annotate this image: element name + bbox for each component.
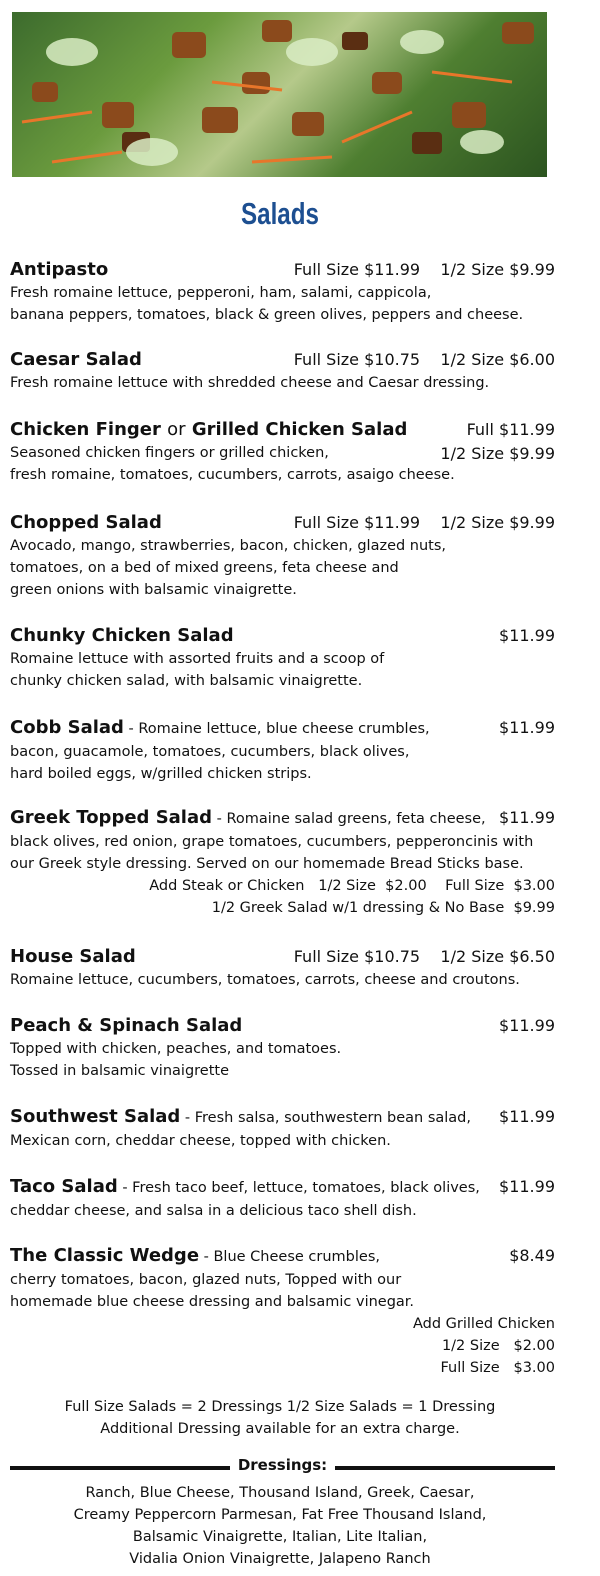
item-name-b: Grilled Chicken Salad: [191, 419, 408, 440]
item-desc-1: Romaine lettuce, cucumbers, tomatoes, carrots, cheese and croutons.: [10, 972, 520, 988]
note-2: Additional Dressing available for an extra charge.: [100, 1421, 460, 1437]
item-prices: $11.99: [499, 1016, 555, 1035]
item-extra-2: 1/2 Size $2.00: [441, 1338, 555, 1354]
item-desc-1: Mexican corn, cheddar cheese, topped with chicken.: [10, 1133, 391, 1149]
item-prices: Full Size $10.75 1/2 Size $6.50: [293, 947, 555, 966]
item-name: House Salad: [10, 946, 136, 967]
dressings-line-4: Vidalia Onion Vinaigrette, Jalapeno Ranch: [129, 1551, 431, 1567]
note-1: Full Size Salads = 2 Dressings 1/2 Size Salads = 1 Dressing: [64, 1399, 496, 1415]
item-name-a: Chicken Finger: [10, 419, 161, 440]
menu-item-peach-spinach: [10, 1014, 555, 1082]
dressings-header: [10, 1456, 555, 1480]
menu-item-southwest: [10, 1105, 555, 1152]
item-extra-1: Add Grilled Chicken: [412, 1316, 555, 1332]
item-desc-3: green onions with balsamic vinaigrette.: [10, 582, 297, 598]
dressings-line-2: Creamy Peppercorn Parmesan, Fat Free Thousand Island,: [73, 1507, 487, 1523]
item-name: Peach & Spinach Salad: [10, 1015, 243, 1036]
item-prices: Full Size $11.99 1/2 Size $9.99: [293, 513, 555, 532]
dressings-heading: Dressings:: [230, 1456, 335, 1474]
item-name: Caesar Salad: [10, 349, 142, 370]
item-desc-2: hard boiled eggs, w/grilled chicken strips.: [10, 766, 312, 782]
item-prices: $11.99: [499, 808, 555, 827]
menu-item-taco: [10, 1175, 555, 1222]
item-inline-desc: - Fresh taco beef, lettuce, tomatoes, black olives,: [117, 1180, 480, 1196]
item-desc-1: Fresh romaine lettuce, pepperoni, ham, salami, cappicola,: [10, 285, 432, 301]
item-extra-1: Add Steak or Chicken 1/2 Size $2.00 Full Size $3.00: [149, 878, 555, 894]
menu-item-cobb: [10, 716, 555, 785]
item-desc-2: our Greek style dressing. Served on our homemade Bread Sticks base.: [10, 856, 524, 872]
item-extra-3: Full Size $3.00: [440, 1360, 555, 1376]
menu-item-antipasto: [10, 258, 555, 326]
item-desc-2: tomatoes, on a bed of mixed greens, feta cheese and: [10, 560, 399, 576]
dressings-line-1: Ranch, Blue Cheese, Thousand Island, Greek, Caesar,: [85, 1485, 475, 1501]
salad-photo-graphic: [12, 12, 547, 177]
item-prices: $8.49: [509, 1246, 555, 1265]
item-name: Chopped Salad: [10, 512, 162, 533]
item-name: The Classic Wedge: [10, 1245, 200, 1266]
item-desc-1: black olives, red onion, grape tomatoes, cucumbers, pepperoncinis with: [10, 834, 534, 850]
item-inline-desc: - Romaine lettuce, blue cheese crumbles,: [123, 721, 430, 737]
menu-item-classic-wedge: [10, 1244, 555, 1379]
item-prices: $11.99: [499, 1177, 555, 1196]
item-name: Greek Topped Salad: [10, 807, 212, 828]
item-desc-2: fresh romaine, tomatoes, cucumbers, carrots, asaigo cheese.: [10, 467, 455, 483]
item-desc-1: bacon, guacamole, tomatoes, cucumbers, black olives,: [10, 744, 410, 760]
menu-item-chicken-finger: [10, 418, 555, 486]
item-name: Taco Salad: [10, 1176, 118, 1197]
menu-item-house: [10, 945, 555, 991]
item-price-full: Full $11.99: [466, 420, 555, 439]
item-extra-2: 1/2 Greek Salad w/1 dressing & No Base $9.99: [211, 900, 555, 916]
dressing-notes: [0, 1396, 560, 1440]
item-inline-desc: - Romaine salad greens, feta cheese,: [212, 811, 486, 827]
item-price-half: 1/2 Size $9.99: [440, 444, 555, 463]
item-desc-1: cheddar cheese, and salsa in a delicious taco shell dish.: [10, 1203, 417, 1219]
menu-item-greek: [10, 806, 555, 919]
item-prices: $11.99: [499, 1107, 555, 1126]
page-title: Salads: [241, 196, 319, 231]
item-desc-1: Fresh romaine lettuce with shredded cheese and Caesar dressing.: [10, 375, 490, 391]
item-name: Southwest Salad: [10, 1106, 181, 1127]
item-inline-desc: - Blue Cheese crumbles,: [199, 1249, 380, 1265]
item-desc-2: banana peppers, tomatoes, black & green olives, peppers and cheese.: [10, 307, 524, 323]
dressings-line-3: Balsamic Vinaigrette, Italian, Lite Italian,: [132, 1529, 428, 1545]
item-desc-2: homemade blue cheese dressing and balsamic vinegar.: [10, 1294, 415, 1310]
item-desc-2: Tossed in balsamic vinaigrette: [10, 1063, 230, 1079]
item-desc-1: Topped with chicken, peaches, and tomatoes.: [10, 1041, 342, 1057]
item-name: Antipasto: [10, 259, 109, 280]
menu-item-chopped: [10, 511, 555, 601]
dressings-list: [0, 1482, 560, 1570]
item-desc-1: Romaine lettuce with assorted fruits and a scoop of: [10, 651, 385, 667]
menu-item-caesar: [10, 348, 555, 394]
salad-photo: [12, 12, 547, 177]
item-desc-1: Avocado, mango, strawberries, bacon, chicken, glazed nuts,: [10, 538, 447, 554]
item-prices: Full Size $10.75 1/2 Size $6.00: [293, 350, 555, 369]
item-desc-1: Seasoned chicken fingers or grilled chicken,: [10, 445, 329, 461]
item-name-or: or: [167, 419, 186, 440]
item-inline-desc: - Fresh salsa, southwestern bean salad,: [180, 1110, 471, 1126]
item-desc-1: cherry tomatoes, bacon, glazed nuts, Topped with our: [10, 1272, 402, 1288]
item-prices: Full Size $11.99 1/2 Size $9.99: [293, 260, 555, 279]
item-name: Cobb Salad: [10, 717, 124, 738]
item-name: Chunky Chicken Salad: [10, 625, 234, 646]
item-prices: $11.99: [499, 626, 555, 645]
item-prices: $11.99: [499, 718, 555, 737]
item-desc-2: chunky chicken salad, with balsamic vinaigrette.: [10, 673, 363, 689]
menu-item-chunky-chicken: [10, 624, 555, 692]
